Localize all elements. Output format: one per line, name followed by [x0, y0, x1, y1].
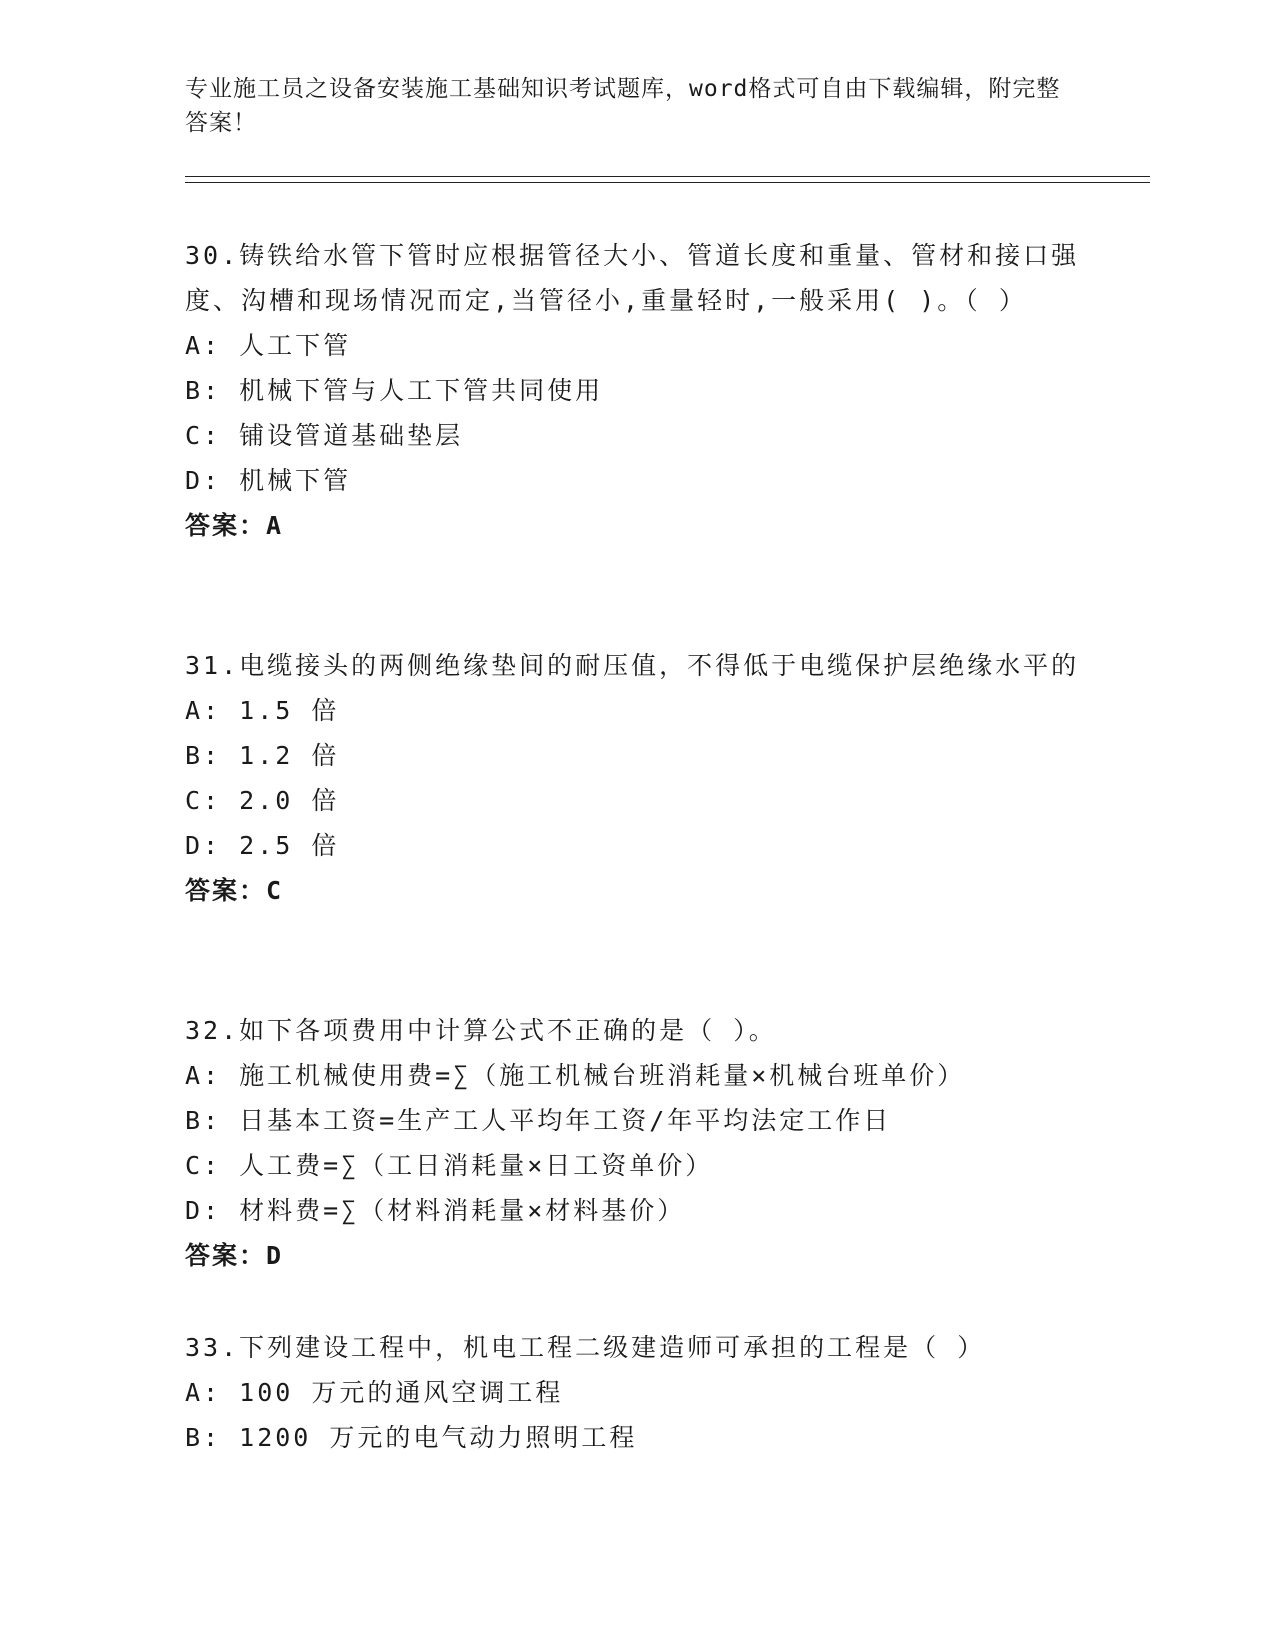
answer-line: 答案：A [185, 511, 284, 540]
question-stem: 32.如下各项费用中计算公式不正确的是（ ）。 [185, 1016, 777, 1045]
option-d: D: 2.5 倍 [185, 831, 340, 860]
option-c: C: 铺设管道基础垫层 [185, 421, 464, 450]
question-32 [185, 1008, 1085, 1278]
option-d: D: 材料费=∑（材料消耗量×材料基价） [185, 1196, 686, 1225]
option-b: B: 日基本工资=生产工人平均年工资/年平均法定工作日 [185, 1106, 892, 1135]
question-33 [185, 1325, 1085, 1460]
answer-line: 答案：D [185, 1241, 284, 1270]
header-rule-bottom [185, 182, 1150, 183]
option-a: A: 100 万元的通风空调工程 [185, 1378, 564, 1407]
option-b: B: 机械下管与人工下管共同使用 [185, 376, 604, 405]
question-stem: 33.下列建设工程中，机电工程二级建造师可承担的工程是（ ） [185, 1333, 986, 1362]
option-c: C: 人工费=∑（工日消耗量×日工资单价） [185, 1151, 714, 1180]
question-31 [185, 643, 1085, 913]
document-header: 专业施工员之设备安装施工基础知识考试题库，word格式可自由下载编辑，附完整答案！ [185, 76, 1061, 136]
option-b: B: 1.2 倍 [185, 741, 340, 770]
answer-line: 答案：C [185, 876, 284, 905]
option-a: A: 人工下管 [185, 331, 352, 360]
question-30 [185, 233, 1085, 548]
question-stem: 31.电缆接头的两侧绝缘垫间的耐压值，不得低于电缆保护层绝缘水平的 [185, 651, 1080, 680]
header-rule-top [185, 176, 1150, 177]
option-a: A: 施工机械使用费=∑（施工机械台班消耗量×机械台班单价） [185, 1061, 966, 1090]
option-d: D: 机械下管 [185, 466, 352, 495]
option-b: B: 1200 万元的电气动力照明工程 [185, 1423, 638, 1452]
option-c: C: 2.0 倍 [185, 786, 340, 815]
option-a: A: 1.5 倍 [185, 696, 340, 725]
question-stem: 30.铸铁给水管下管时应根据管径大小、管道长度和重量、管材和接口强度、沟槽和现场情况而定,当管径小,重量轻时,一般采用( )。（ ） [185, 241, 1080, 315]
